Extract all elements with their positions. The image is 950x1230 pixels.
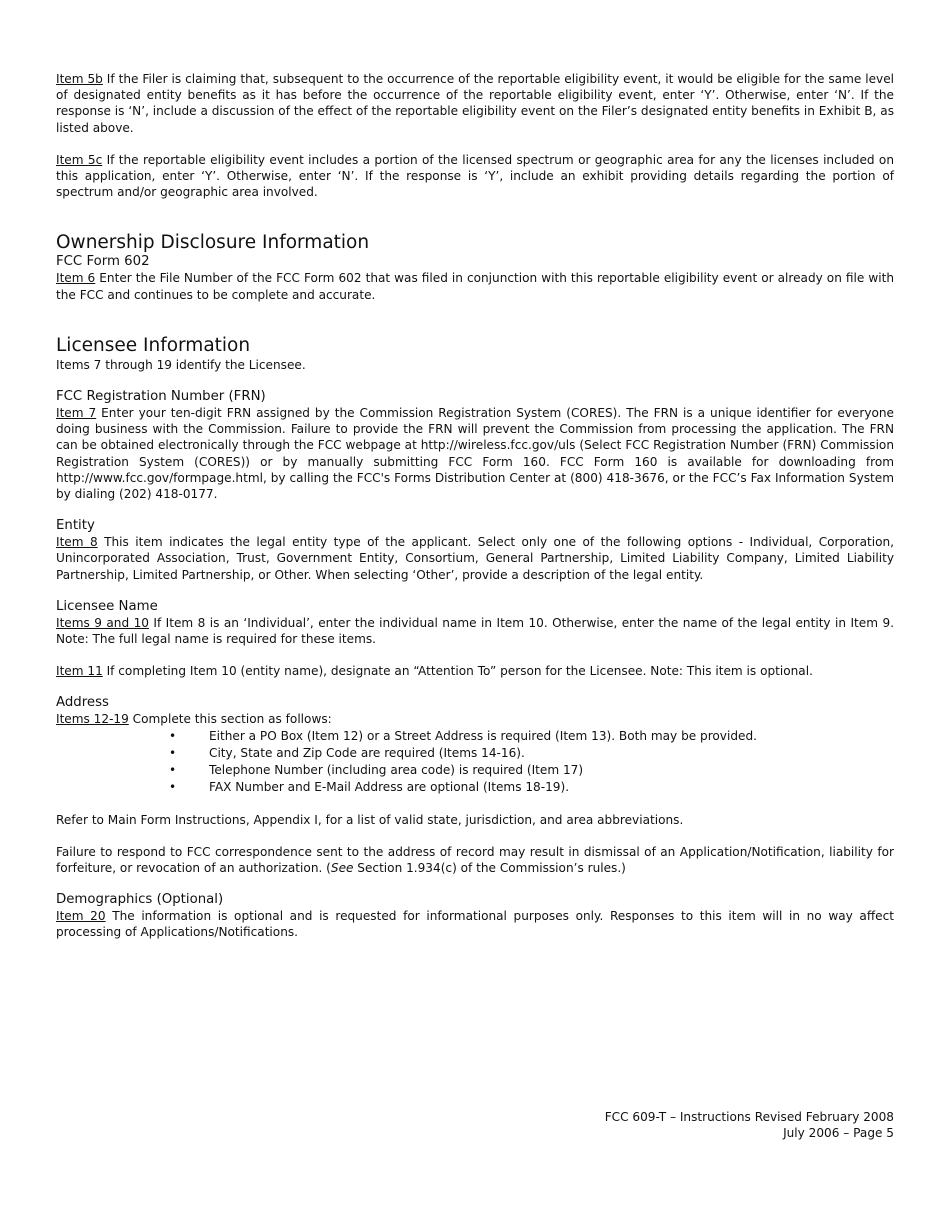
failure-paragraph: Failure to respond to FCC correspondence sent to the address of record may result in dismissal of an Application/Notification, liability for forfeiture, or revocation of an authorization. (See Section 1.934(c) of the Commission’s rules.) — [56, 844, 894, 876]
items-9-10-paragraph — [56, 615, 894, 647]
item-5b-text: If the Filer is claiming that, subsequent to the occurrence of the reportable eligibility event, it would be eligible for the same level of designated entity benefits as it has before the occurrence of the reportable eligibility event, enter ‘Y’. Otherwise, enter ‘N’. If the response is ‘N’, include a discussion of the effect of the reportable eligibility event on the Filer’s designated entity benefits in Exhibit B, as listed above. — [56, 72, 895, 135]
items-12-19-label: Items 12-19 — [56, 712, 129, 727]
item-5c-label: Item 5c — [56, 152, 103, 167]
list-item: • Either a PO Box (Item 12) or a Street Address is required (Item 13). Both may be provided. — [169, 728, 757, 743]
page-footer — [605, 1109, 894, 1141]
item-7-text: Enter your ten-digit FRN assigned by the Commission Registration System (CORES). The FRN is a unique identifier for everyone doing business with the Commission. Failure to provide the FRN will prevent the Commission from processing the application. The FRN can be obtained electronically through the FCC webpage at http://wireless.fcc.gov/uls (Select FCC Registration Number (FRN) Commission Registration System (CORES)) or by manually submitting FCC Form 160. FCC Form 160 is available for downloading from http://www.fcc.gov/formpage.html, by calling the FCC's Forms Distribution Center at (800) 418-3676, or the FCC’s Fax Information System by dialing (202) 418-0177. — [56, 406, 894, 502]
refer-paragraph: Refer to Main Form Instructions, Appendix I, for a list of valid state, jurisdiction, and area abbreviations. — [56, 812, 684, 827]
item-5b-label: Item 5b — [56, 72, 103, 86]
licensee-heading: Licensee Information — [56, 334, 251, 356]
item-20-label: Item 20 — [56, 909, 106, 924]
item-6-paragraph — [56, 270, 894, 302]
list-item: • FAX Number and E-Mail Address are optional (Items 18-19). — [169, 779, 570, 794]
demographics-heading: Demographics (Optional) — [56, 892, 224, 908]
list-item: • City, State and Zip Code are required (Items 14-16). — [169, 745, 525, 760]
item-6-label: Item 6 — [56, 271, 96, 286]
address-bullet-list — [56, 728, 894, 796]
items-9-10-text: If Item 8 is an ‘Individual’, enter the individual name in Item 10. Otherwise, enter the name of the legal entity in Item 9. Note: The full legal name is required for these items. — [56, 615, 894, 647]
items-12-19-paragraph — [56, 711, 894, 727]
item-6-text: Enter the File Number of the FCC Form 602 that was filed in conjunction with this reportable eligibility event or already on file with the FCC and continues to be complete and accurate. — [56, 271, 894, 302]
footer-revision: FCC 609-T – Instructions Revised February 2008 — [604, 1110, 894, 1124]
item-8-text: This item indicates the legal entity type of the applicant. Select only one of the following options - Individual, Corporation, Unincorporated Association, Trust, Government Entity, Consortium, General Partnership, Limited Liability Company, Limited Liability Partnership, Limited Partnership, or Other. When selecting ‘Other’, provide a description of the legal entity. — [56, 535, 894, 582]
document-page — [56, 71, 894, 941]
list-item: • Telephone Number (including area code) is required (Item 17) — [169, 762, 584, 777]
item-5c-paragraph — [56, 152, 894, 201]
bullet-icon: • — [169, 762, 177, 777]
licensee-intro: Items 7 through 19 identify the Licensee. — [56, 357, 306, 372]
bullet-icon: • — [169, 728, 177, 743]
item-5b-paragraph — [56, 71, 894, 136]
frn-heading: FCC Registration Number (FRN) — [56, 389, 266, 405]
ownership-heading: Ownership Disclosure Information — [56, 232, 370, 254]
items-9-10-label: Items 9 and 10 — [56, 615, 149, 630]
item-5c-text: If the reportable eligibility event includes a portion of the licensed spectrum or geographic area for any the licenses included on this application, enter ‘Y’. Otherwise, enter ‘N’. If the response is ‘Y’, include an exhibit providing details regarding the portion of spectrum and/or geographic area involved. — [56, 152, 894, 200]
item-7-label: Item 7 — [56, 406, 97, 421]
item-20-text: The information is optional and is requested for informational purposes only. Responses to this item will in no way affect processing of Applications/Notifications. — [56, 909, 894, 940]
bullet-icon: • — [169, 779, 177, 794]
see-italic: See — [330, 861, 354, 876]
item-7-paragraph — [56, 405, 894, 502]
item-8-label: Item 8 — [56, 535, 98, 550]
address-heading: Address — [56, 695, 109, 711]
licensee-name-heading: Licensee Name — [56, 598, 158, 614]
item-11-label: Item 11 — [56, 664, 103, 679]
footer-page-number: July 2006 – Page 5 — [783, 1126, 894, 1140]
ownership-subheading: FCC Form 602 — [56, 254, 150, 270]
item-11-text: If completing Item 10 (entity name), designate an “Attention To” person for the Licensee. Note: This item is optional. — [102, 664, 813, 679]
entity-heading: Entity — [56, 518, 95, 534]
item-8-paragraph — [56, 534, 894, 583]
bullet-icon: • — [169, 745, 177, 760]
item-20-paragraph — [56, 908, 894, 940]
items-12-19-text: Complete this section as follows: — [128, 712, 332, 727]
item-11-paragraph — [56, 663, 894, 679]
